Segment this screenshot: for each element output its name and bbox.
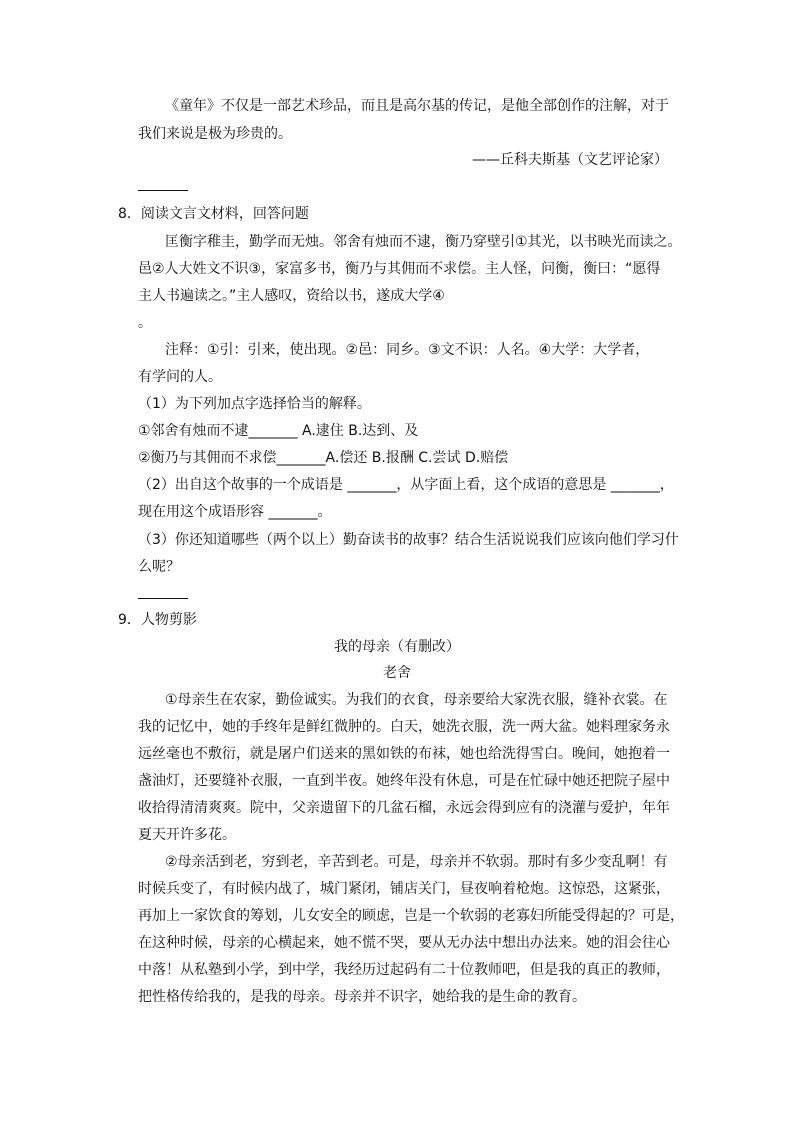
paragraph-2-line: 在这种时候，母亲的心横起来，她不慌不哭，要从无办法中想出办法来。她的泪会往心 [138,935,670,951]
note-line-1: 注释：①引：引来，使出现。②邑：同乡。③文不识：人名。④大学：大学者， [165,342,650,358]
note-line-2: 有学问的人。 [138,369,222,385]
answer-blank-line [138,190,188,191]
paragraph-1-line: ①母亲生在农家，勤俭诚实。为我们的衣食，母亲要给大家洗衣服，缝补衣裳。在 [165,692,668,708]
paragraph-2-line: ②母亲活到老，穷到老，辛苦到老。可是，母亲并不软弱。那时有多少变乱啊！有 [165,854,668,870]
paragraph-2-line: 把性格传给我的，是我的母亲。母亲并不识字，她给我的是生命的教育。 [138,989,586,1005]
paragraph-2-line: 中落！从私塾到小学，到中学，我经历过起码有二十位教师吧，但是我的真正的教师， [138,962,670,978]
quote-line-2: 我们来说是极为珍贵的。 [138,126,292,142]
paragraph-1-line: 盏油灯，还要缝补衣服，一直到半夜。她终年没有休息，可是在忙碌中她还把院子屋中 [138,773,670,789]
paragraph-2-line: 再加上一家饮食的筹划，儿女安全的顾虑，岂是一个软弱的老寡妇所能受得起的？可是， [138,908,684,924]
passage-line-1: 匡衡字稚圭，勤学而无烛。邻舍有烛而不逮，衡乃穿壁引①其光，以书映光而读之。 [165,234,682,250]
passage-line-2: 邑②人大姓文不识③，家富多书，衡乃与其佣而不求偿。主人怪，问衡，衡曰：“愿得 [138,261,661,277]
article-author: 老舍 [383,665,411,681]
sub-question-3-line-2: 么呢？ [138,559,180,575]
sub-question-1b: ②衡乃与其佣而不求偿_______A.偿还 B.报酬 C.尝试 D.赔偿 [138,450,509,466]
paragraph-1-line: 夏天开许多花。 [138,827,236,843]
sub-question-2-line-1: （2）出自这个故事的一个成语是 _______，从字面上看，这个成语的意思是 _______， [138,477,674,493]
sub-question-1: （1）为下列加点字选择恰当的解释。 [138,396,371,412]
sub-question-3-line-1: （3）你还知道哪些（两个以上）勤奋读书的故事？结合生活说说我们应该向他们学习什 [138,532,679,548]
question-9-title: 9．人物剪影 [118,612,197,628]
passage-line-3: 主人书遍读之。”主人感叹，资给以书，遂成大学④ [138,288,445,304]
paragraph-1-line: 我的记忆中，她的手终年是鲜红微肿的。白天，她洗衣服，洗一两大盆。她料理家务永 [138,719,670,735]
question-8-title: 8．阅读文言文材料，回答问题 [118,206,309,222]
quote-attribution: ——丘科夫斯基（文艺评论家） [472,152,668,168]
paragraph-1-line: 远丝毫也不敷衍，就是屠户们送来的黑如铁的布袜，她也给洗得雪白。晚间，她抱着一 [138,746,670,762]
sub-question-1a: ①邻舍有烛而不逮_______ A.逮住 B.达到、及 [138,423,419,439]
paragraph-1-line: 收拾得清清爽爽。院中，父亲遗留下的几盆石榴，永远会得到应有的浇灌与爱护，年年 [138,800,670,816]
article-title: 我的母亲（有删改） [334,639,460,655]
sub-question-2-line-2: 现在用这个成语形容 _______。 [138,504,332,520]
answer-blank-line [138,598,188,599]
paragraph-2-line: 时候兵变了，有时候内战了，城门紧闭，铺店关门，昼夜响着枪炮。这惊恐，这紧张， [138,881,670,897]
passage-line-4: 。 [138,315,152,331]
quote-line-1: 《童年》不仅是一部艺术珍品，而且是高尔基的传记，是他全部创作的注解，对于 [165,98,669,114]
